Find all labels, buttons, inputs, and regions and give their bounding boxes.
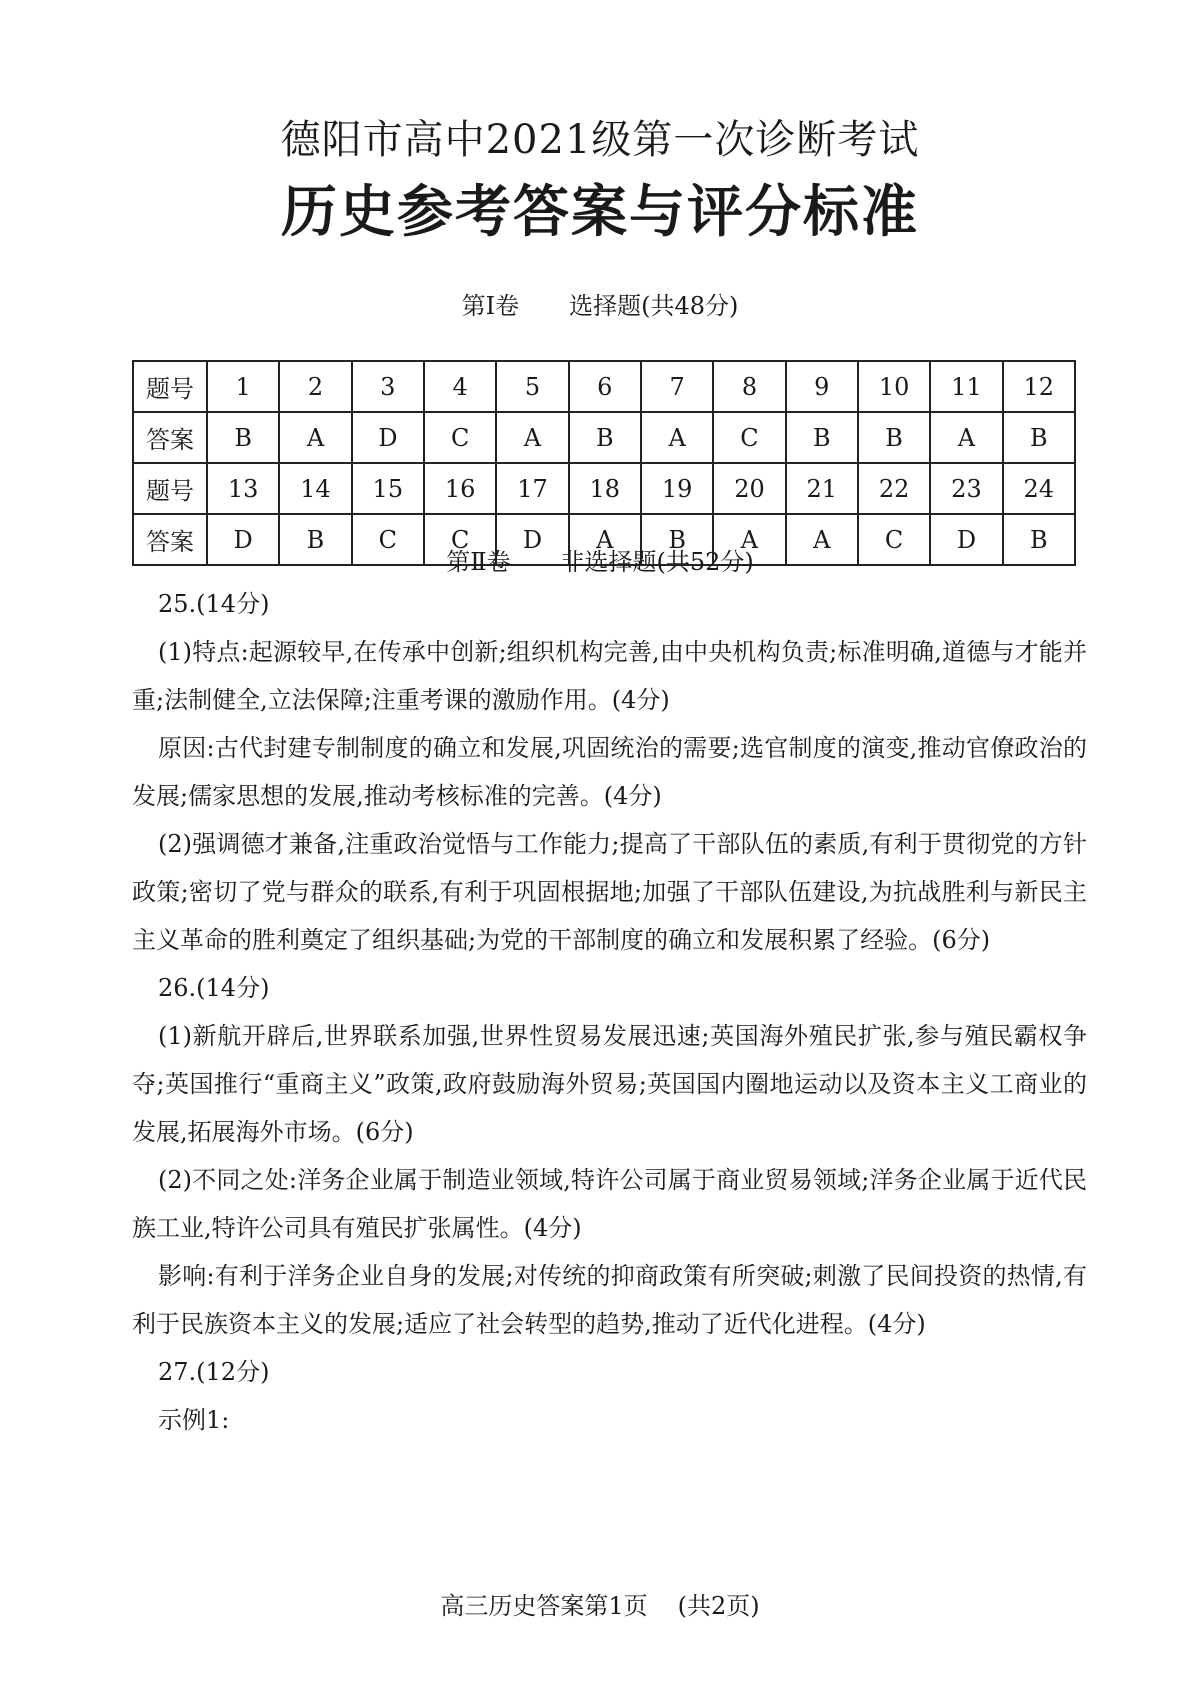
question-number-cell: 4 <box>424 361 496 412</box>
question-number-cell: 9 <box>786 361 858 412</box>
question-number-cell: 11 <box>930 361 1002 412</box>
question-number-cell: 5 <box>496 361 568 412</box>
answer-cell: C <box>424 412 496 463</box>
answer-cell: D <box>496 514 568 565</box>
footer-page: 高三历史答案第1页 <box>440 1592 648 1620</box>
page-footer <box>0 1586 1200 1621</box>
answer-cell: A <box>496 412 568 463</box>
footer-total: (共2页) <box>677 1592 760 1620</box>
answer-cell: A <box>641 412 713 463</box>
question-number-cell: 21 <box>786 463 858 514</box>
answer-cell: B <box>858 412 930 463</box>
q27-example: 示例1: <box>158 1406 230 1434</box>
answer-cell: C <box>352 514 424 565</box>
question-number-cell: 2 <box>279 361 351 412</box>
question-number-cell: 23 <box>930 463 1002 514</box>
answer-cell: B <box>1003 514 1075 565</box>
question-number-cell: 22 <box>858 463 930 514</box>
answer-table-row <box>133 361 1075 412</box>
question-number-cell: 15 <box>352 463 424 514</box>
question-number-cell: 1 <box>207 361 279 412</box>
part1-heading <box>0 286 1200 321</box>
q25-part2: (2)强调德才兼备,注重政治觉悟与工作能力;提高了干部队伍的素质,有利于贯彻党的方针政策;密切了党与群众的联系,有利于巩固根据地;加强了干部队伍建设,为抗战胜利与新民主主义革命的胜利奠定了组织基础;为党的干部制度的确立和发展积累了经验。(6分) <box>132 830 1087 954</box>
q26-part1: (1)新航开辟后,世界联系加强,世界性贸易发展迅速;英国海外殖民扩张,参与殖民霸权争夺;英国推行“重商主义”政策,政府鼓励海外贸易;英国国内圈地运动以及资本主义工商业的发展,拓展海外市场。(6分) <box>132 1022 1087 1146</box>
question-number-cell: 20 <box>713 463 785 514</box>
answer-table <box>132 360 1076 566</box>
row-header-cell: 题号 <box>133 463 207 514</box>
question-number-cell: 19 <box>641 463 713 514</box>
question-number-cell: 18 <box>569 463 641 514</box>
part1-label: 第Ⅰ卷 <box>461 292 520 320</box>
answer-cell: B <box>1003 412 1075 463</box>
q26-part2: (2)不同之处:洋务企业属于制造业领域,特许公司属于商业贸易领域;洋务企业属于近代民族工业,特许公司具有殖民扩张属性。(4分) <box>132 1166 1087 1242</box>
q27-heading: 27.(12分) <box>158 1358 270 1386</box>
answer-cell: C <box>713 412 785 463</box>
answer-cell: A <box>930 412 1002 463</box>
answer-cell: D <box>930 514 1002 565</box>
answer-cell: B <box>641 514 713 565</box>
question-number-cell: 8 <box>713 361 785 412</box>
answer-cell: B <box>786 412 858 463</box>
q26-heading: 26.(14分) <box>158 974 270 1002</box>
question-number-cell: 7 <box>641 361 713 412</box>
row-header-cell: 答案 <box>133 412 207 463</box>
answer-cell: A <box>569 514 641 565</box>
row-header-cell: 题号 <box>133 361 207 412</box>
part2-name: 非选择题(共52分) <box>560 548 754 576</box>
answer-cell: B <box>279 514 351 565</box>
part2-label: 第Ⅱ卷 <box>446 548 511 576</box>
q25-part1: (1)特点:起源较早,在传承中创新;组织机构完善,由中央机构负责;标准明确,道德与才能并重;法制健全,立法保障;注重考课的激励作用。(4分) <box>132 638 1087 714</box>
answer-cell: D <box>352 412 424 463</box>
answer-cell: C <box>858 514 930 565</box>
answer-cell: B <box>207 412 279 463</box>
question-number-cell: 12 <box>1003 361 1075 412</box>
part2-heading <box>0 542 1200 577</box>
question-number-cell: 17 <box>496 463 568 514</box>
answer-table-row <box>133 463 1075 514</box>
q26-impact: 影响:有利于洋务企业自身的发展;对传统的抑商政策有所突破;刺激了民间投资的热情,有利于民族资本主义的发展;适应了社会转型的趋势,推动了近代化进程。(4分) <box>132 1262 1087 1338</box>
answer-table-row <box>133 412 1075 463</box>
answer-cell: A <box>786 514 858 565</box>
answer-cell: C <box>424 514 496 565</box>
document-title: 历史参考答案与评分标准 <box>281 179 919 245</box>
q25-reasons: 原因:古代封建专制制度的确立和发展,巩固统治的需要;选官制度的演变,推动官僚政治的发展;儒家思想的发展,推动考核标准的完善。(4分) <box>132 734 1087 810</box>
row-header-cell: 答案 <box>133 514 207 565</box>
question-number-cell: 16 <box>424 463 496 514</box>
question-number-cell: 13 <box>207 463 279 514</box>
q25-heading: 25.(14分) <box>158 590 270 618</box>
question-number-cell: 3 <box>352 361 424 412</box>
part1-name: 选择题(共48分) <box>569 292 739 320</box>
question-number-cell: 6 <box>569 361 641 412</box>
answer-cell: D <box>207 514 279 565</box>
answer-cell: A <box>279 412 351 463</box>
answer-cell: B <box>569 412 641 463</box>
answers-body <box>132 580 1087 1444</box>
question-number-cell: 24 <box>1003 463 1075 514</box>
question-number-cell: 10 <box>858 361 930 412</box>
answer-cell: A <box>713 514 785 565</box>
question-number-cell: 14 <box>279 463 351 514</box>
exam-title: 德阳市高中2021级第一次诊断考试 <box>280 117 920 163</box>
